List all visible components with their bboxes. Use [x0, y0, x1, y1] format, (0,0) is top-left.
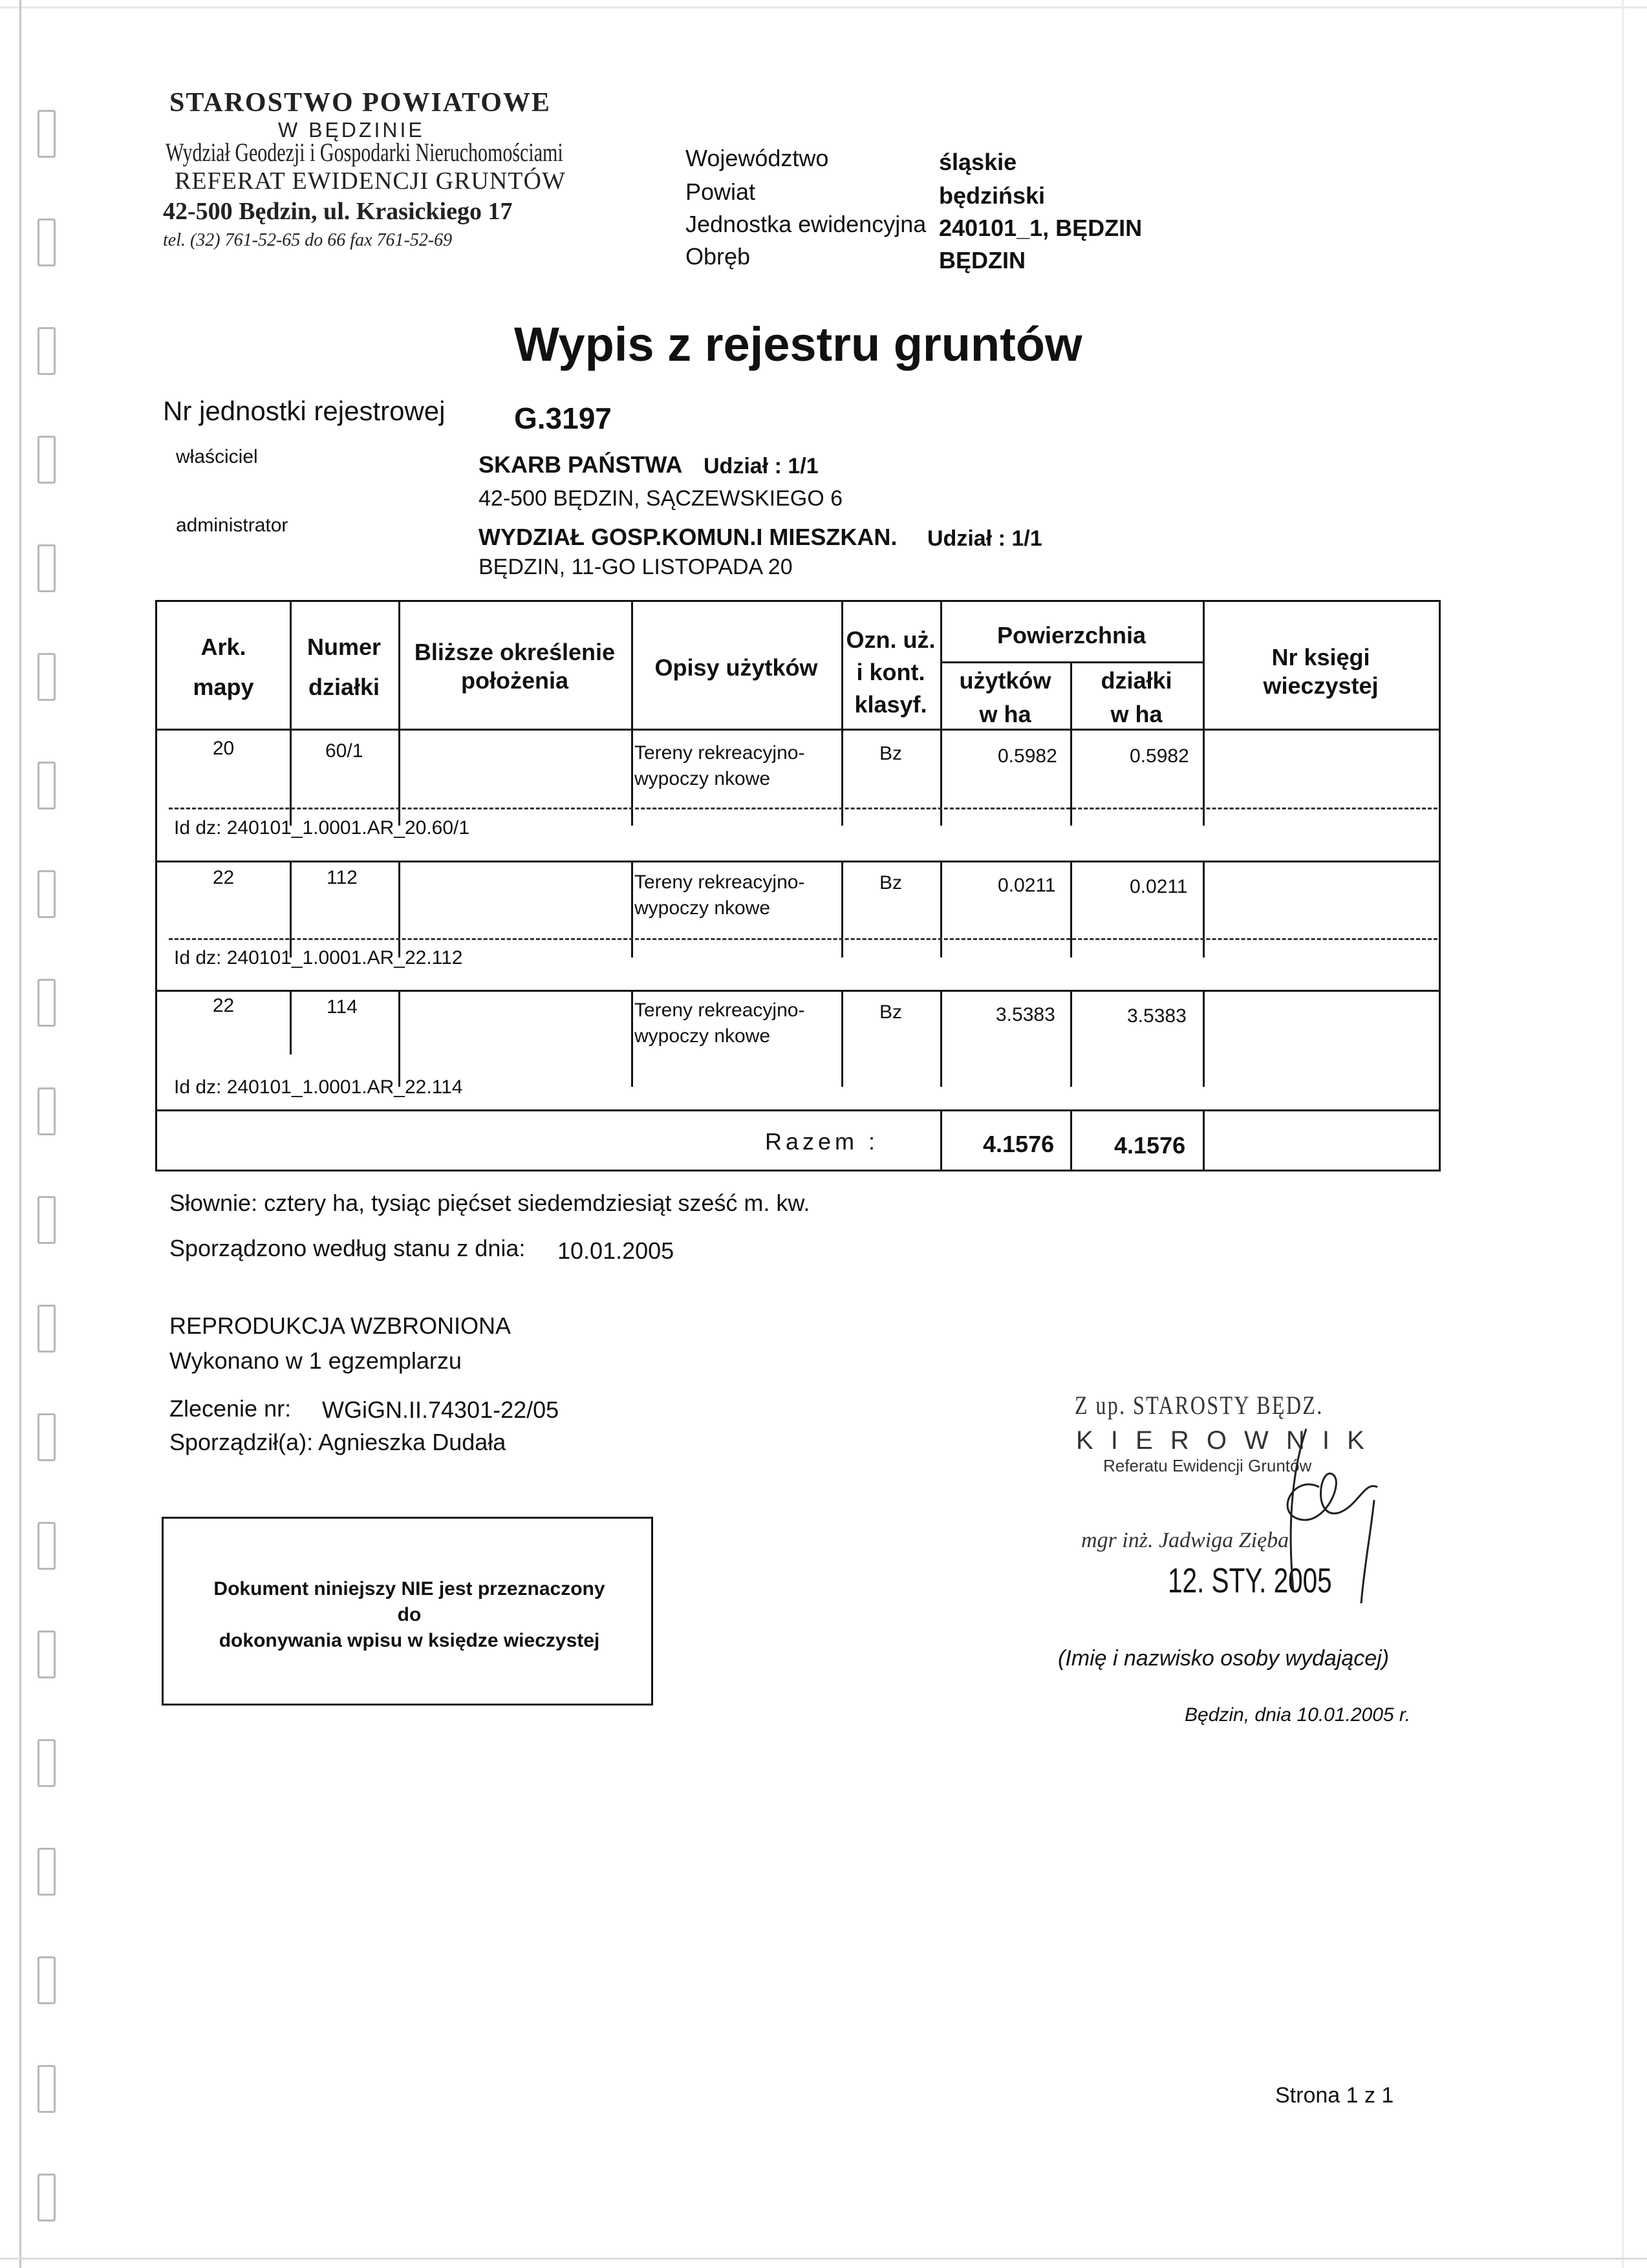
- page-bottom-edge: [0, 2258, 1647, 2260]
- cell-ozn: Bz: [879, 743, 902, 764]
- page-right-edge: [1622, 0, 1624, 2268]
- totals-uzytkow: 4.1576: [983, 1131, 1055, 1157]
- header-blizsze: Bliższe określenie położenia: [414, 639, 616, 694]
- cell-opis: Tereny rekreacyjno-wypoczy nkowe: [634, 1000, 805, 1047]
- table-header-divider: [157, 729, 1439, 731]
- wojewodztwo-value: śląskie: [939, 149, 1017, 175]
- stamp-office-name: STAROSTWO POWIATOWE: [169, 88, 551, 118]
- cell-id: Id dz: 240101_1.0001.AR_22.112: [174, 947, 463, 968]
- jednostka-value: 240101_1, BĘDZIN: [939, 215, 1143, 241]
- area-in-words: Słownie: cztery ha, tysiąc pięćset siedemdziesiąt sześć m. kw.: [169, 1190, 810, 1216]
- header-numer: Numer działki: [307, 634, 382, 700]
- header-ozn: Ozn. uż. i kont. klasyf.: [846, 626, 936, 718]
- stamp-phone: tel. (32) 761-52-65 do 66 fax 761-52-69: [163, 230, 453, 250]
- owner-label: właściciel: [176, 446, 258, 467]
- sign-date-stamp: 12. STY. 2005: [1168, 1561, 1332, 1600]
- owner-share: Udział : 1/1: [704, 454, 819, 478]
- page-left-edge: [19, 0, 21, 2268]
- cell-numer: 114: [327, 996, 358, 1018]
- land-registry-notice-box: [162, 1517, 653, 1706]
- wojewodztwo-label: Województwo: [685, 145, 829, 171]
- cell-pow-uzytkow: 0.5982: [998, 745, 1057, 767]
- owner-address: 42-500 BĘDZIN, SĄCZEWSKIEGO 6: [479, 486, 843, 511]
- document-title: Wypis z rejestru gruntów: [514, 317, 1082, 371]
- stamp-address: 42-500 Będzin, ul. Krasickiego 17: [163, 198, 513, 225]
- obreb-value: BĘDZIN: [939, 247, 1026, 273]
- cell-ark: 22: [212, 995, 235, 1016]
- stamp-section: REFERAT EWIDENCJI GRUNTÓW: [175, 167, 566, 195]
- sign-department: Referatu Ewidencji Gruntów: [1103, 1456, 1312, 1475]
- header-ksiegi: Nr księgi wieczystej: [1263, 644, 1379, 699]
- obreb-label: Obręb: [685, 243, 751, 270]
- totals-dzialki: 4.1576: [1114, 1132, 1186, 1159]
- cell-pow-uzytkow: 0.0211: [998, 875, 1056, 896]
- cell-ark: 20: [212, 738, 235, 759]
- stamp-department: Wydział Geodezji i Gospodarki Nieruchomościami: [166, 138, 563, 167]
- cell-numer: 60/1: [325, 740, 363, 762]
- owner-name: SKARB PAŃSTWA: [479, 451, 683, 478]
- registry-number-value: G.3197: [514, 401, 612, 435]
- cell-ark: 22: [212, 867, 235, 888]
- copies-notice: Wykonano w 1 egzemplarzu: [169, 1347, 462, 1374]
- header-powierzchnia: Powierzchnia: [996, 622, 1146, 648]
- parcels-table: [155, 600, 1441, 1171]
- prepared-by: Sporządził(a): Agnieszka Dudała: [169, 1429, 506, 1455]
- cell-opis: Tereny rekreacyjno-wypoczy nkowe: [634, 742, 805, 789]
- administrator-share: Udział : 1/1: [927, 526, 1042, 551]
- cell-id: Id dz: 240101_1.0001.AR_22.114: [174, 1076, 463, 1098]
- header-dzialki: działki w ha: [1101, 667, 1172, 727]
- prepared-as-of-label: Sporządzono według stanu z dnia:: [169, 1235, 526, 1261]
- sign-name: mgr inż. Jadwiga Zięba: [1081, 1528, 1289, 1552]
- administrator-address: BĘDZIN, 11-GO LISTOPADA 20: [479, 555, 793, 579]
- cell-id: Id dz: 240101_1.0001.AR_20.60/1: [174, 817, 470, 839]
- place-and-date: Będzin, dnia 10.01.2005 r.: [1185, 1704, 1411, 1726]
- cell-ozn: Bz: [879, 1001, 902, 1023]
- signature-scribble-icon: [1216, 1416, 1410, 1610]
- notice-line-3: dokonywania wpisu w księdze wieczystej: [219, 1630, 600, 1651]
- cell-pow-dzialki: 0.5982: [1130, 745, 1189, 767]
- totals-label: Razem :: [765, 1128, 879, 1155]
- registry-number-label: Nr jednostki rejestrowej: [163, 396, 446, 426]
- reproduction-notice: REPRODUKCJA WZBRONIONA: [169, 1312, 511, 1339]
- cell-pow-uzytkow: 3.5383: [996, 1004, 1055, 1025]
- header-ark: Ark. mapy: [193, 634, 254, 700]
- administrator-label: administrator: [176, 515, 288, 536]
- issuer-name-caption: (Imię i nazwisko osoby wydającej): [1058, 1646, 1390, 1671]
- notice-line-2: do: [397, 1604, 422, 1625]
- prepared-as-of-date: 10.01.2005: [557, 1237, 674, 1264]
- header-opisy: Opisy użytków: [654, 654, 818, 681]
- order-label: Zlecenie nr:: [169, 1395, 292, 1422]
- powiat-label: Powiat: [685, 178, 756, 205]
- notice-line-1: Dokument niniejszy NIE jest przeznaczony: [213, 1578, 605, 1599]
- cell-opis: Tereny rekreacyjno-wypoczy nkowe: [634, 872, 805, 919]
- cell-pow-dzialki: 3.5383: [1127, 1005, 1187, 1027]
- order-value: WGiGN.II.74301-22/05: [322, 1396, 559, 1423]
- cell-pow-dzialki: 0.0211: [1130, 876, 1188, 897]
- page-top-edge: [0, 6, 1647, 8]
- administrator-name: WYDZIAŁ GOSP.KOMUN.I MIESZKAN.: [479, 524, 898, 550]
- sign-title: K I E R O W N I K: [1076, 1426, 1370, 1455]
- powiat-value: będziński: [939, 182, 1046, 209]
- cell-ozn: Bz: [879, 872, 902, 893]
- sign-authority: Z up. STAROSTY BĘDZ.: [1075, 1391, 1324, 1420]
- page-number: Strona 1 z 1: [1275, 2083, 1394, 2108]
- stamp-office-city: W BĘDZINIE: [278, 118, 425, 142]
- header-uzytkow: użytków w ha: [959, 667, 1051, 727]
- jednostka-label: Jednostka ewidencyjna: [685, 211, 927, 237]
- cell-numer: 112: [327, 867, 358, 888]
